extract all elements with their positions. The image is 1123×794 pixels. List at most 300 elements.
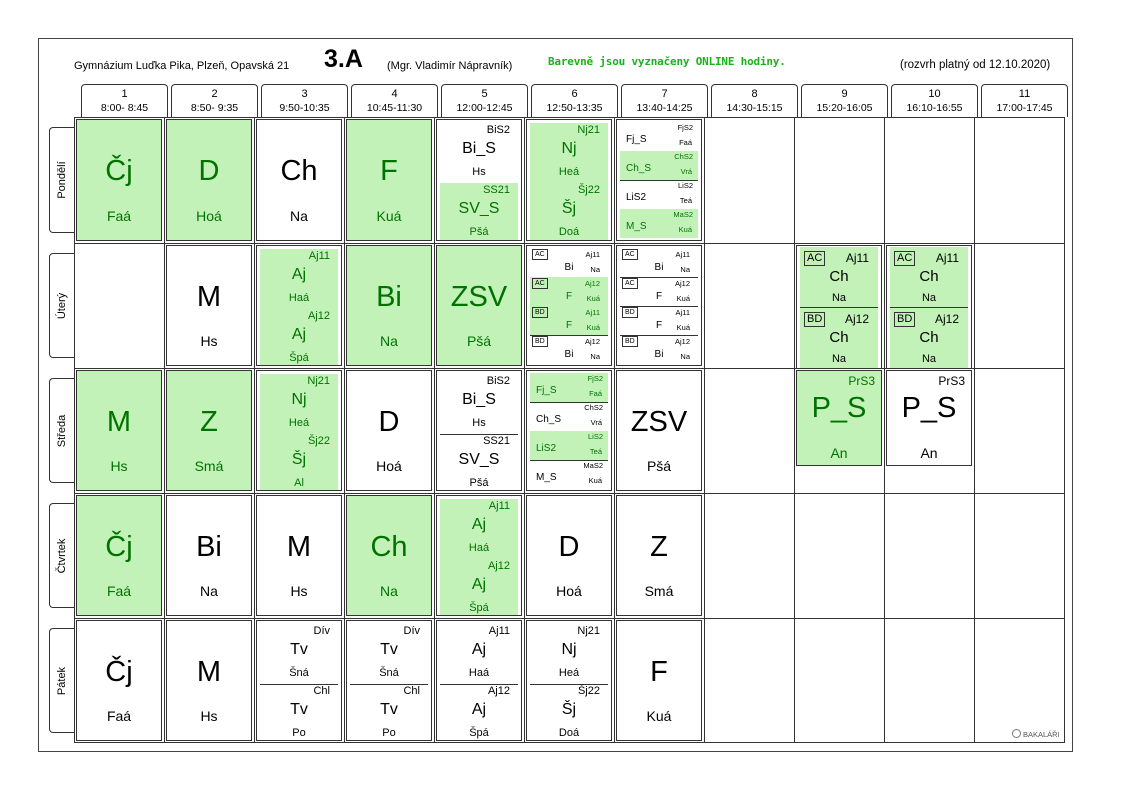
period-time: 12:00-12:45 [456, 102, 513, 114]
lesson-teacher: Kuá [676, 294, 690, 303]
lesson-group-fri-p4 [346, 620, 432, 741]
lesson-group: Chl [313, 685, 330, 697]
lesson-fri-p3-0[interactable] [260, 624, 338, 685]
period-header-4 [351, 84, 438, 117]
lesson-group: FjS2 [587, 374, 603, 383]
lesson-wed-p5-1[interactable] [440, 434, 518, 491]
period-number: 7 [661, 88, 668, 100]
lesson-fri-p2[interactable] [166, 620, 252, 741]
lesson-subject: Bi [654, 349, 664, 360]
lesson-subject: Tv [290, 701, 308, 718]
lesson-teacher: Kuá [586, 323, 600, 332]
lesson-subject: Z [650, 531, 668, 563]
lesson-mon-p6-0[interactable] [530, 123, 608, 184]
lesson-group-tue-p9 [796, 245, 882, 369]
lesson-fri-p6-1[interactable] [530, 684, 608, 741]
lesson-thu-p2[interactable] [166, 495, 252, 616]
lesson-subject: Fj_S [626, 134, 647, 145]
lesson-group-tue-p6 [526, 245, 612, 366]
lesson-group-mon-p6 [526, 119, 612, 241]
lesson-wed-p6-3[interactable] [530, 460, 608, 489]
lesson-group-wed-p5 [436, 370, 522, 491]
period-time: 17:00-17:45 [996, 102, 1053, 114]
lesson-group-mon-p7 [616, 119, 702, 241]
lesson-subject: M_S [626, 221, 647, 232]
grid-column-line [344, 117, 345, 743]
lesson-thu-p1[interactable] [76, 495, 162, 616]
period-number: 8 [751, 88, 758, 100]
lesson-subject: M_S [536, 472, 557, 483]
lesson-wed-p2[interactable] [166, 370, 252, 491]
lesson-group: Aj12 [934, 312, 959, 326]
period-number: 9 [841, 88, 848, 100]
lesson-group: MaS2 [673, 210, 693, 219]
lesson-subject: Bi_S [462, 140, 496, 157]
lesson-group: Aj12 [584, 279, 600, 288]
lesson-subject: F [565, 291, 573, 302]
lesson-teacher: Heá [558, 667, 580, 679]
lesson-subject: LiS2 [536, 443, 557, 454]
lesson-group: Aj12 [307, 310, 330, 322]
lesson-teacher: Hs [110, 458, 128, 474]
grid-column-line [164, 117, 165, 743]
lesson-subject: Bi [654, 262, 664, 273]
lesson-teacher: Špá [469, 602, 489, 614]
lesson-teacher: Pšá [469, 477, 489, 489]
lesson-group: LiS2 [587, 432, 603, 441]
lesson-subject: ZSV [450, 281, 508, 313]
lesson-teacher: Smá [194, 458, 224, 474]
lesson-fri-p4-0[interactable] [350, 624, 428, 685]
lesson-teacher: Kuá [676, 323, 690, 332]
lesson-teacher: Vrá [680, 167, 692, 176]
day-label-tue [49, 253, 74, 358]
class-teacher: (Mgr. Vladimír Nápravník) [387, 60, 513, 72]
period-number: 1 [121, 88, 128, 100]
lesson-teacher: Kuá [586, 294, 600, 303]
day-name: Pátek [56, 666, 68, 695]
lesson-group-fri-p6 [526, 620, 612, 741]
lesson-group: MaS2 [583, 461, 603, 470]
lesson-subject: F [650, 656, 668, 688]
lesson-group: Nj21 [307, 375, 330, 387]
lesson-teacher: Na [590, 352, 600, 361]
lesson-teacher: Faá [106, 708, 132, 724]
period-time: 14:30-15:15 [726, 102, 783, 114]
period-header-6 [531, 84, 618, 117]
lesson-teacher: Faá [679, 138, 692, 147]
group-tag: BD [622, 336, 638, 347]
lesson-group: Nj21 [577, 124, 600, 136]
lesson-subject: Bi [376, 281, 402, 313]
lesson-subject: P_S [901, 392, 957, 424]
period-time: 13:40-14:25 [636, 102, 693, 114]
lesson-mon-p3[interactable] [256, 119, 342, 241]
lesson-wed-p9[interactable] [796, 370, 882, 466]
lesson-tue-p6-0[interactable] [530, 248, 608, 278]
lesson-thu-p5-0[interactable] [440, 499, 518, 560]
lesson-tue-p6-2[interactable] [530, 306, 608, 336]
lesson-mon-p2[interactable] [166, 119, 252, 241]
lesson-group-mon-p5 [436, 119, 522, 241]
lesson-group: Nj21 [577, 625, 600, 637]
group-tag: AC [532, 249, 548, 260]
lesson-mon-p7-1[interactable] [620, 151, 698, 181]
lesson-teacher: Heá [558, 166, 580, 178]
group-tag: BD [622, 307, 638, 318]
lesson-wed-p6-1[interactable] [530, 402, 608, 432]
lesson-fri-p7[interactable] [616, 620, 702, 741]
lesson-group-wed-p6 [526, 370, 612, 491]
lesson-teacher: Doá [558, 226, 580, 238]
lesson-wed-p3-1[interactable] [260, 434, 338, 491]
lesson-subject: D [198, 155, 220, 187]
lesson-teacher: Faá [106, 208, 132, 224]
lesson-subject: Ch [919, 268, 939, 285]
lesson-mon-p7-3[interactable] [620, 209, 698, 238]
lesson-subject: Nj [291, 391, 307, 408]
period-header-5 [441, 84, 528, 117]
bakalari-logo-icon [1012, 729, 1021, 738]
day-name: Středa [56, 414, 68, 447]
group-tag: BD [532, 307, 548, 318]
period-number: 5 [481, 88, 488, 100]
lesson-group-tue-p7 [616, 245, 702, 366]
lesson-mon-p7-2[interactable] [620, 180, 698, 210]
lesson-teacher: Hs [200, 333, 218, 349]
lesson-group: ChS2 [584, 403, 603, 412]
lesson-group-thu-p5 [436, 495, 522, 616]
grid-column-line [614, 117, 615, 743]
lesson-subject: Ch [919, 329, 939, 346]
lesson-subject: Aj [471, 576, 487, 593]
lesson-subject: Tv [380, 701, 398, 718]
lesson-group: LiS2 [677, 181, 693, 190]
lesson-subject: Aj [471, 641, 487, 658]
period-header-10 [891, 84, 978, 117]
lesson-teacher: Pšá [466, 333, 492, 349]
lesson-thu-p7[interactable] [616, 495, 702, 616]
lesson-wed-p6-0[interactable] [530, 373, 608, 403]
lesson-subject: Ch [829, 268, 849, 285]
lesson-group-fri-p3 [256, 620, 342, 741]
period-number: 2 [211, 88, 218, 100]
lesson-wed-p6-2[interactable] [530, 431, 608, 461]
lesson-subject: Čj [105, 155, 133, 187]
lesson-wed-p3-0[interactable] [260, 374, 338, 435]
lesson-teacher: Teá [589, 447, 602, 456]
lesson-teacher: Po [292, 727, 306, 739]
lesson-fri-p5-0[interactable] [440, 624, 518, 685]
lesson-teacher: Šná [379, 667, 399, 679]
lesson-subject: D [378, 406, 400, 438]
period-header-2 [171, 84, 258, 117]
period-time: 8:00- 8:45 [100, 102, 149, 114]
lesson-fri-p3-1[interactable] [260, 684, 338, 741]
lesson-subject: Šj [561, 701, 577, 718]
lesson-teacher: Faá [589, 389, 602, 398]
lesson-subject: Aj [291, 326, 307, 343]
group-tag: AC [532, 278, 548, 289]
grid-column-line [974, 117, 975, 743]
day-label-wed [49, 378, 74, 483]
lesson-teacher: Al [294, 477, 304, 489]
lesson-teacher: Na [921, 292, 937, 304]
lesson-mon-p1[interactable] [76, 119, 162, 241]
lesson-thu-p6[interactable] [526, 495, 612, 616]
lesson-teacher: Doá [558, 727, 580, 739]
lesson-teacher: Pšá [469, 226, 489, 238]
group-tag: BD [532, 336, 548, 347]
day-name: Pondělí [56, 161, 68, 199]
lesson-subject: SV_S [458, 200, 500, 217]
bakalari-brand [1012, 729, 1060, 739]
lesson-teacher: Na [200, 583, 218, 599]
lesson-tue-p9-1[interactable] [800, 308, 878, 368]
day-label-thu [49, 503, 74, 608]
period-time: 12:50-13:35 [546, 102, 603, 114]
period-time: 15:20-16:05 [816, 102, 873, 114]
lesson-teacher: Hs [200, 708, 218, 724]
lesson-teacher: Hs [290, 583, 308, 599]
lesson-teacher: Haá [468, 542, 490, 554]
lesson-group: SS21 [483, 184, 510, 196]
group-tag: AC [622, 249, 638, 260]
lesson-group: Aj11 [308, 250, 330, 262]
lesson-thu-p3[interactable] [256, 495, 342, 616]
lesson-teacher: Hs [472, 166, 486, 178]
lesson-group: Aj11 [675, 308, 690, 317]
lesson-group: BiS2 [486, 375, 510, 387]
validity-date: (rozvrh platný od 12.10.2020) [900, 59, 1051, 71]
lesson-subject: M [286, 531, 312, 563]
lesson-subject: Ch_S [536, 414, 562, 425]
lesson-subject: F [380, 155, 398, 187]
lesson-group: Aj12 [487, 560, 510, 572]
lesson-tue-p10-1[interactable] [890, 308, 968, 368]
lesson-tue-p7-3[interactable] [620, 335, 698, 364]
lesson-teacher: Teá [679, 196, 692, 205]
lesson-group: Aj12 [674, 337, 690, 346]
period-number: 3 [301, 88, 308, 100]
lesson-room: PrS3 [848, 374, 875, 388]
school-name: Gymnázium Luďka Pika, Plzeň, Opavská 21 [74, 60, 290, 72]
lesson-wed-p5-0[interactable] [440, 374, 518, 435]
grid-row-line [74, 243, 1065, 244]
lesson-subject: Tv [290, 641, 308, 658]
period-header-11 [981, 84, 1068, 117]
period-number: 11 [1018, 88, 1031, 100]
lesson-group: Aj12 [487, 685, 510, 697]
lesson-subject: Fj_S [536, 385, 557, 396]
lesson-teacher: Hoá [196, 208, 222, 224]
group-tag: BD [894, 312, 915, 327]
grid-column-line [704, 117, 705, 743]
lesson-tue-p4[interactable] [346, 245, 432, 366]
lesson-fri-p1[interactable] [76, 620, 162, 741]
lesson-teacher: Na [831, 292, 847, 304]
lesson-subject: Ch [829, 329, 849, 346]
lesson-group: SS21 [483, 435, 510, 447]
lesson-teacher: Špá [469, 727, 489, 739]
lesson-group: Aj11 [585, 308, 600, 317]
lesson-group: Aj12 [844, 312, 869, 326]
lesson-group: ChS2 [674, 152, 693, 161]
lesson-group: Aj11 [845, 251, 869, 265]
lesson-mon-p5-1[interactable] [440, 183, 518, 241]
lesson-teacher: Na [290, 208, 308, 224]
lesson-wed-p4[interactable] [346, 370, 432, 491]
brand-label: BAKALÁŘI [1023, 730, 1060, 739]
day-label-fri [49, 628, 74, 733]
lesson-mon-p4[interactable] [346, 119, 432, 241]
lesson-tue-p7-0[interactable] [620, 248, 698, 278]
lesson-teacher: Na [680, 265, 690, 274]
lesson-teacher: Na [590, 265, 600, 274]
lesson-group-fri-p5 [436, 620, 522, 741]
lesson-subject: Ch [370, 531, 408, 563]
period-header-8 [711, 84, 798, 117]
lesson-group: Šj22 [307, 435, 330, 447]
lesson-wed-p10[interactable] [886, 370, 972, 466]
lesson-group-tue-p3 [256, 245, 342, 366]
lesson-teacher: Na [831, 353, 847, 365]
period-header-9 [801, 84, 888, 117]
lesson-subject: M [106, 406, 132, 438]
lesson-subject: Bi_S [462, 391, 496, 408]
lesson-teacher: Kuá [588, 476, 602, 485]
lesson-fri-p6-0[interactable] [530, 624, 608, 685]
grid-row-line [74, 493, 1065, 494]
lesson-subject: Bi [196, 531, 222, 563]
lesson-teacher: Na [380, 333, 398, 349]
period-time: 10:45-11:30 [366, 102, 423, 114]
lesson-wed-p1[interactable] [76, 370, 162, 491]
lesson-teacher: Haá [288, 292, 310, 304]
lesson-subject: ZSV [630, 406, 688, 438]
period-header-3 [261, 84, 348, 117]
lesson-group: Aj11 [585, 250, 600, 259]
lesson-subject: Bi [564, 349, 574, 360]
day-name: Čtvrtek [56, 538, 68, 573]
lesson-fri-p4-1[interactable] [350, 684, 428, 741]
period-time: 8:50- 9:35 [190, 102, 239, 114]
lesson-group: Aj11 [488, 625, 510, 637]
lesson-group: Aj11 [935, 251, 959, 265]
lesson-fri-p5-1[interactable] [440, 684, 518, 741]
lesson-tue-p7-1[interactable] [620, 277, 698, 307]
period-number: 4 [391, 88, 398, 100]
period-header-1 [81, 84, 168, 117]
lesson-subject: M [196, 656, 222, 688]
lesson-mon-p6-1[interactable] [530, 183, 608, 241]
lesson-subject: Nj [561, 641, 577, 658]
lesson-tue-p10-0[interactable] [890, 247, 968, 308]
grid-column-line [884, 117, 885, 743]
lesson-teacher: Špá [289, 352, 309, 364]
class-name: 3.A [324, 45, 363, 73]
grid-column-line [524, 117, 525, 743]
lesson-teacher: Po [382, 727, 396, 739]
lesson-teacher: An [920, 445, 938, 461]
lesson-subject: Aj [471, 516, 487, 533]
lesson-group: Aj11 [675, 250, 690, 259]
lesson-subject: F [655, 291, 663, 302]
lesson-subject: Čj [105, 531, 133, 563]
lesson-tue-p9-0[interactable] [800, 247, 878, 308]
lesson-teacher: Vrá [590, 418, 602, 427]
lesson-subject: D [558, 531, 580, 563]
grid-column-line [254, 117, 255, 743]
period-time: 9:50-10:35 [279, 102, 330, 114]
lesson-group-tue-p10 [886, 245, 972, 369]
lesson-group: Dív [313, 625, 330, 637]
day-name: Úterý [56, 292, 68, 319]
lesson-teacher: Haá [468, 667, 490, 679]
lesson-group: Dív [403, 625, 420, 637]
lesson-teacher: Kuá [678, 225, 692, 234]
lesson-teacher: Kuá [376, 208, 402, 224]
lesson-tue-p5[interactable] [436, 245, 522, 366]
lesson-teacher: An [830, 445, 848, 461]
lesson-teacher: Faá [106, 583, 132, 599]
grid-row-line [74, 618, 1065, 619]
lesson-group: FjS2 [677, 123, 693, 132]
lesson-tue-p7-2[interactable] [620, 306, 698, 336]
lesson-subject: Šj [561, 200, 577, 217]
lesson-subject: SV_S [458, 451, 500, 468]
lesson-teacher: Kuá [646, 708, 672, 724]
lesson-tue-p6-3[interactable] [530, 335, 608, 364]
lesson-subject: P_S [811, 392, 867, 424]
lesson-teacher: Heá [288, 417, 310, 429]
lesson-group-wed-p3 [256, 370, 342, 491]
lesson-subject: Čj [105, 656, 133, 688]
group-tag: AC [894, 251, 915, 266]
lesson-teacher: Na [680, 352, 690, 361]
lesson-teacher: Hoá [376, 458, 402, 474]
lesson-subject: M [196, 281, 222, 313]
lesson-tue-p3-1[interactable] [260, 309, 338, 366]
lesson-thu-p5-1[interactable] [440, 559, 518, 616]
group-tag: BD [804, 312, 825, 327]
period-header-7 [621, 84, 708, 117]
lesson-subject: LiS2 [626, 192, 647, 203]
lesson-subject: Bi [564, 262, 574, 273]
lesson-mon-p5-0[interactable] [440, 123, 518, 184]
lesson-thu-p4[interactable] [346, 495, 432, 616]
lesson-subject: F [565, 320, 573, 331]
lesson-tue-p2[interactable] [166, 245, 252, 366]
lesson-tue-p6-1[interactable] [530, 277, 608, 307]
lesson-group: BiS2 [486, 124, 510, 136]
lesson-mon-p7-0[interactable] [620, 122, 698, 152]
lesson-group: Aj12 [674, 279, 690, 288]
lesson-subject: Nj [561, 140, 577, 157]
period-number: 6 [571, 88, 578, 100]
lesson-room: PrS3 [938, 374, 965, 388]
online-notice: Barevně jsou vyznačeny ONLINE hodiny. [548, 55, 786, 68]
lesson-subject: Z [200, 406, 218, 438]
lesson-subject: Ch_S [626, 163, 652, 174]
lesson-tue-p3-0[interactable] [260, 249, 338, 310]
lesson-group: Aj11 [488, 500, 510, 512]
grid-column-line [434, 117, 435, 743]
lesson-subject: F [655, 320, 663, 331]
lesson-subject: Aj [471, 701, 487, 718]
lesson-wed-p7[interactable] [616, 370, 702, 491]
lesson-teacher: Na [380, 583, 398, 599]
